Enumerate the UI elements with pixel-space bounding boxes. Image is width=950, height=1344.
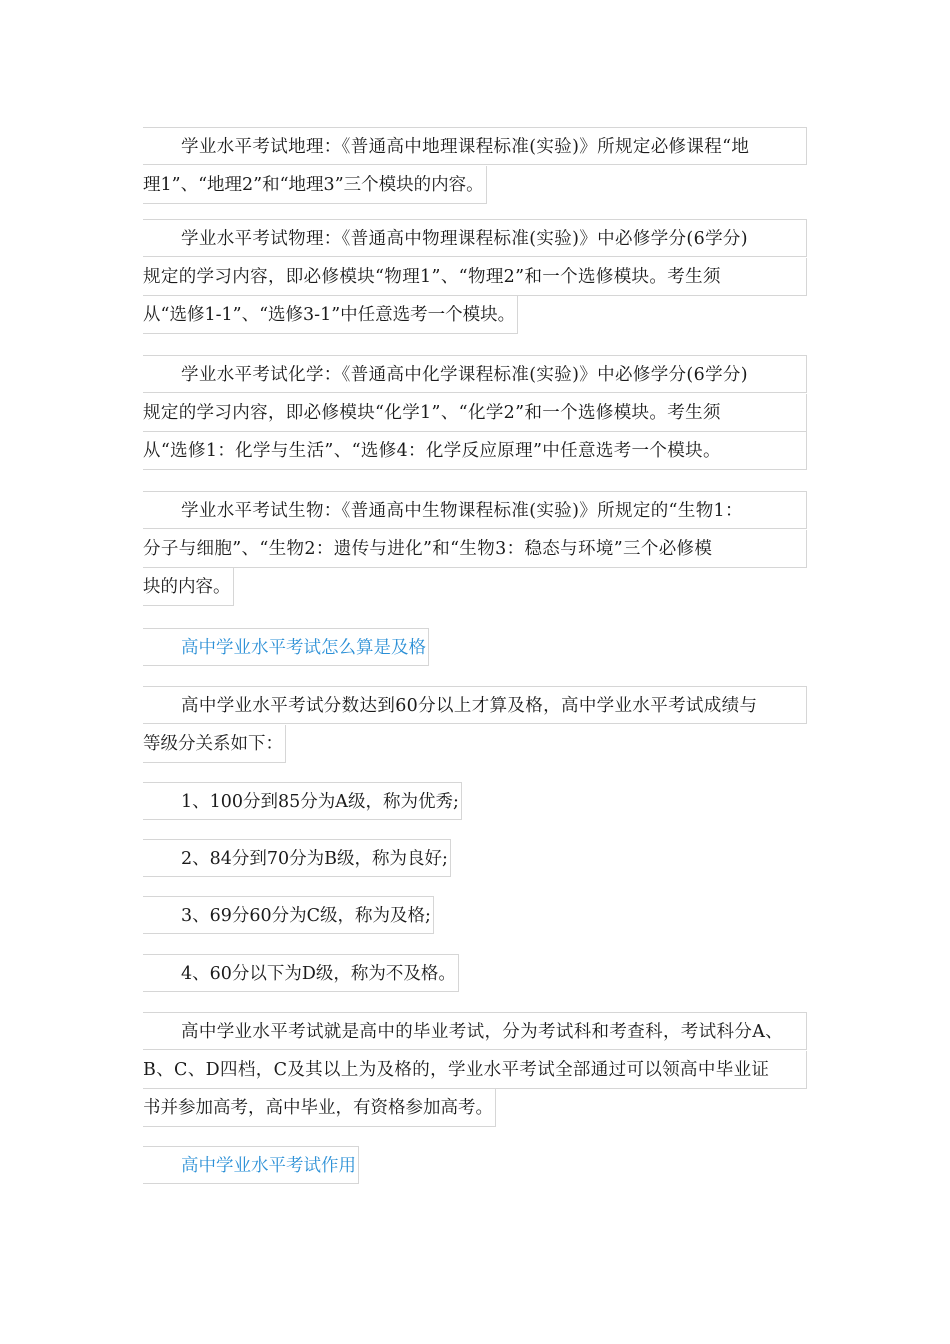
text-line: 规定的学习内容，即必修模块“物理1”、“物理2”和一个选修模块。考生须 <box>143 258 807 297</box>
text-line: 分子与细胞”、“生物2：遗传与进化”和“生物3：稳态与环境”三个必修模 <box>143 530 807 569</box>
heading-line: 高中学业水平考试怎么算是及格 <box>143 628 807 667</box>
text-line: 3、69分60分为C级，称为及格; <box>143 896 807 935</box>
list-item-grade-b <box>143 839 807 878</box>
paragraph-graduation <box>143 1012 807 1128</box>
text-line: 等级分关系如下： <box>143 725 807 764</box>
text-line: 高中学业水平考试分数达到60分以上才算及格，高中学业水平考试成绩与 <box>143 686 807 725</box>
text-line: 从“选修1：化学与生活”、“选修4：化学反应原理”中任意选考一个模块。 <box>143 432 807 471</box>
section-heading-pass <box>143 628 807 667</box>
text-line: 1、100分到85分为A级，称为优秀; <box>143 782 807 821</box>
text-line: 学业水平考试地理：《普通高中地理课程标准(实验)》所规定必修课程“地 <box>143 127 807 166</box>
text-line: 2、84分到70分为B级，称为良好; <box>143 839 807 878</box>
paragraph-pass-intro <box>143 686 807 763</box>
section-heading-purpose <box>143 1146 807 1185</box>
paragraph-geography <box>143 127 807 204</box>
heading-line: 高中学业水平考试作用 <box>143 1146 807 1185</box>
list-item-grade-a <box>143 782 807 821</box>
text-line: B、C、D四档，C及其以上为及格的，学业水平考试全部通过可以领高中毕业证 <box>143 1051 807 1090</box>
text-line: 高中学业水平考试就是高中的毕业考试，分为考试科和考查科，考试科分A、 <box>143 1012 807 1051</box>
text-line: 学业水平考试化学：《普通高中化学课程标准(实验)》中必修学分(6学分) <box>143 355 807 394</box>
text-line: 规定的学习内容，即必修模块“化学1”、“化学2”和一个选修模块。考生须 <box>143 394 807 433</box>
text-line: 从“选修1-1”、“选修3-1”中任意选考一个模块。 <box>143 296 807 335</box>
text-line: 书并参加高考，高中毕业，有资格参加高考。 <box>143 1089 807 1128</box>
paragraph-chemistry <box>143 355 807 471</box>
text-line: 学业水平考试物理：《普通高中物理课程标准(实验)》中必修学分(6学分) <box>143 219 807 258</box>
paragraph-biology <box>143 491 807 607</box>
text-line: 块的内容。 <box>143 568 807 607</box>
list-item-grade-c <box>143 896 807 935</box>
paragraph-physics <box>143 219 807 335</box>
text-line: 4、60分以下为D级，称为不及格。 <box>143 954 807 993</box>
text-line: 理1”、“地理2”和“地理3”三个模块的内容。 <box>143 166 807 205</box>
list-item-grade-d <box>143 954 807 993</box>
text-line: 学业水平考试生物：《普通高中生物课程标准(实验)》所规定的“生物1： <box>143 491 807 530</box>
